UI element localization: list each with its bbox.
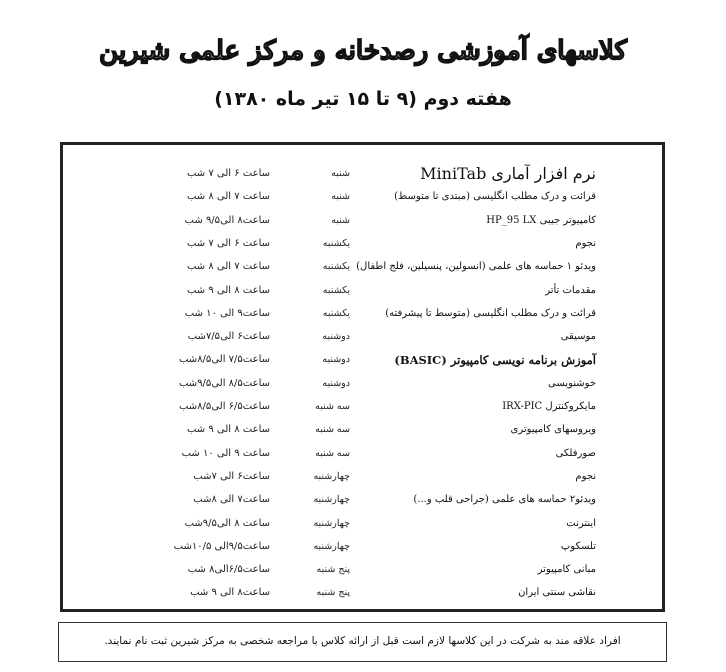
course-name: صورفلکی [555, 447, 596, 459]
course-name: موسیقی [560, 331, 596, 343]
page-title: کلاسهای آموزشی رصدخانه و مرکز علمی شیرین [99, 36, 627, 66]
course-time: ساعت ۷ الی ۸ شب [186, 191, 270, 203]
course-name: مبانی کامپیوتر [537, 564, 596, 576]
page-subtitle: هفته دوم (۹ تا ۱۵ تیر ماه ۱۳۸۰) [214, 88, 512, 110]
course-time: ساعت۶/۵ الی۸/۵شب [178, 401, 270, 412]
course-day: سه شنبه [315, 424, 350, 436]
course-time: ساعت۷/۵ الی۸/۵شب [178, 354, 270, 366]
course-name: مایکروکنترل IRX-PIC [502, 401, 596, 412]
course-time: ساعت۹/۵الی ۱۰/۵شب [173, 540, 270, 552]
course-time: ساعت۶ الی ۷شب [193, 470, 270, 482]
course-name: نجوم [575, 470, 596, 482]
schedule-row [63, 349, 662, 371]
course-time: ساعت ۸ الی ۹ شب [186, 424, 270, 436]
schedule-row [63, 210, 662, 232]
course-time: ساعت۹ الی ۱۰ شب [184, 307, 270, 319]
course-day: چهارشنبه [313, 540, 350, 552]
course-name: نجوم [575, 237, 596, 249]
course-day: یکشنبه [322, 284, 350, 296]
schedule-row [63, 233, 662, 255]
course-day: دوشنبه [322, 377, 350, 389]
course-name: تلسکوپ [560, 540, 596, 552]
schedule-row [63, 256, 662, 278]
course-name: اینترنت [566, 517, 596, 529]
footer-note: افراد علاقه مند به شرکت در این کلاسها لازم است قبل از ارائه کلاس با مراجعه شخصی به مرکز شیرین ثبت نام نمایند. [58, 622, 667, 662]
course-day: شنبه [331, 191, 350, 203]
schedule-row [63, 396, 662, 418]
schedule-row [63, 559, 662, 581]
course-name: مقدمات تأتر [545, 284, 596, 296]
schedule-row [63, 419, 662, 441]
course-time: ساعت۷ الی ۸شب [193, 494, 270, 506]
course-name: ویدئو ۱ حماسه های علمی (انسولین، پنسیلین، فلج اطفال) [356, 261, 596, 273]
schedule-row [63, 489, 662, 511]
course-time: ساعت۸/۵ الی۹/۵شب [178, 377, 270, 389]
course-day: چهارشنبه [313, 470, 350, 482]
schedule-row [63, 303, 662, 325]
course-day: شنبه [331, 214, 350, 226]
course-name: ویروسهای کامپیوتری [510, 424, 596, 436]
schedule-row [63, 443, 662, 465]
course-name: قرائت و درک مطلب انگلیسی (متوسط تا پیشرفته) [385, 307, 596, 319]
course-time: ساعت۶ الی۷/۵شب [187, 331, 270, 343]
course-day: چهارشنبه [313, 517, 350, 529]
schedule-row [63, 326, 662, 348]
schedule-row [63, 582, 662, 604]
course-day: شنبه [331, 168, 350, 179]
course-time: ساعت ۹ الی ۱۰ شب [181, 447, 270, 459]
course-name: کامپیوتر جیبی HP_95 LX [486, 214, 596, 226]
course-time: ساعت۶/۵الی۸ شب [187, 564, 270, 576]
schedule-row [63, 466, 662, 488]
schedule-row [63, 186, 662, 208]
course-day: سه شنبه [315, 401, 350, 412]
course-name: ویدئو۲ حماسه های علمی (جراحی قلب و...) [413, 494, 596, 506]
course-day: دوشنبه [322, 331, 350, 343]
course-time: ساعت ۸ الی ۹ شب [186, 284, 270, 296]
course-time: ساعت ۸ الی۹/۵شب [184, 517, 270, 529]
course-name: نرم افزار آماری MiniTab [420, 164, 596, 183]
course-day: یکشنبه [322, 237, 350, 249]
course-time: ساعت۸ الی۹/۵ شب [184, 214, 270, 226]
schedule-table [60, 142, 665, 612]
course-name: قرائت و درک مطلب انگلیسی (مبتدی تا متوسط) [394, 191, 596, 203]
course-day: چهارشنبه [313, 494, 350, 506]
course-name: خوشنویسی [548, 377, 596, 389]
schedule-row [63, 373, 662, 395]
course-time: ساعت ۶ الی ۷ شب [186, 168, 270, 179]
course-day: یکشنبه [322, 261, 350, 273]
course-day: پنج شنبه [316, 564, 350, 576]
course-time: ساعت۸ الی ۹ شب [190, 587, 270, 599]
course-name: آموزش برنامه نویسی کامپیوتر (BASIC) [394, 353, 596, 368]
schedule-row [63, 280, 662, 302]
course-name: نقاشی سنتی ایران [518, 587, 596, 599]
course-day: پنج شنبه [316, 587, 350, 599]
schedule-row [63, 536, 662, 558]
course-time: ساعت ۶ الی ۷ شب [186, 237, 270, 249]
schedule-row [63, 163, 662, 185]
schedule-row [63, 513, 662, 535]
course-time: ساعت ۷ الی ۸ شب [186, 261, 270, 273]
course-day: یکشنبه [322, 307, 350, 319]
course-day: سه شنبه [315, 447, 350, 459]
course-day: دوشنبه [322, 354, 350, 366]
